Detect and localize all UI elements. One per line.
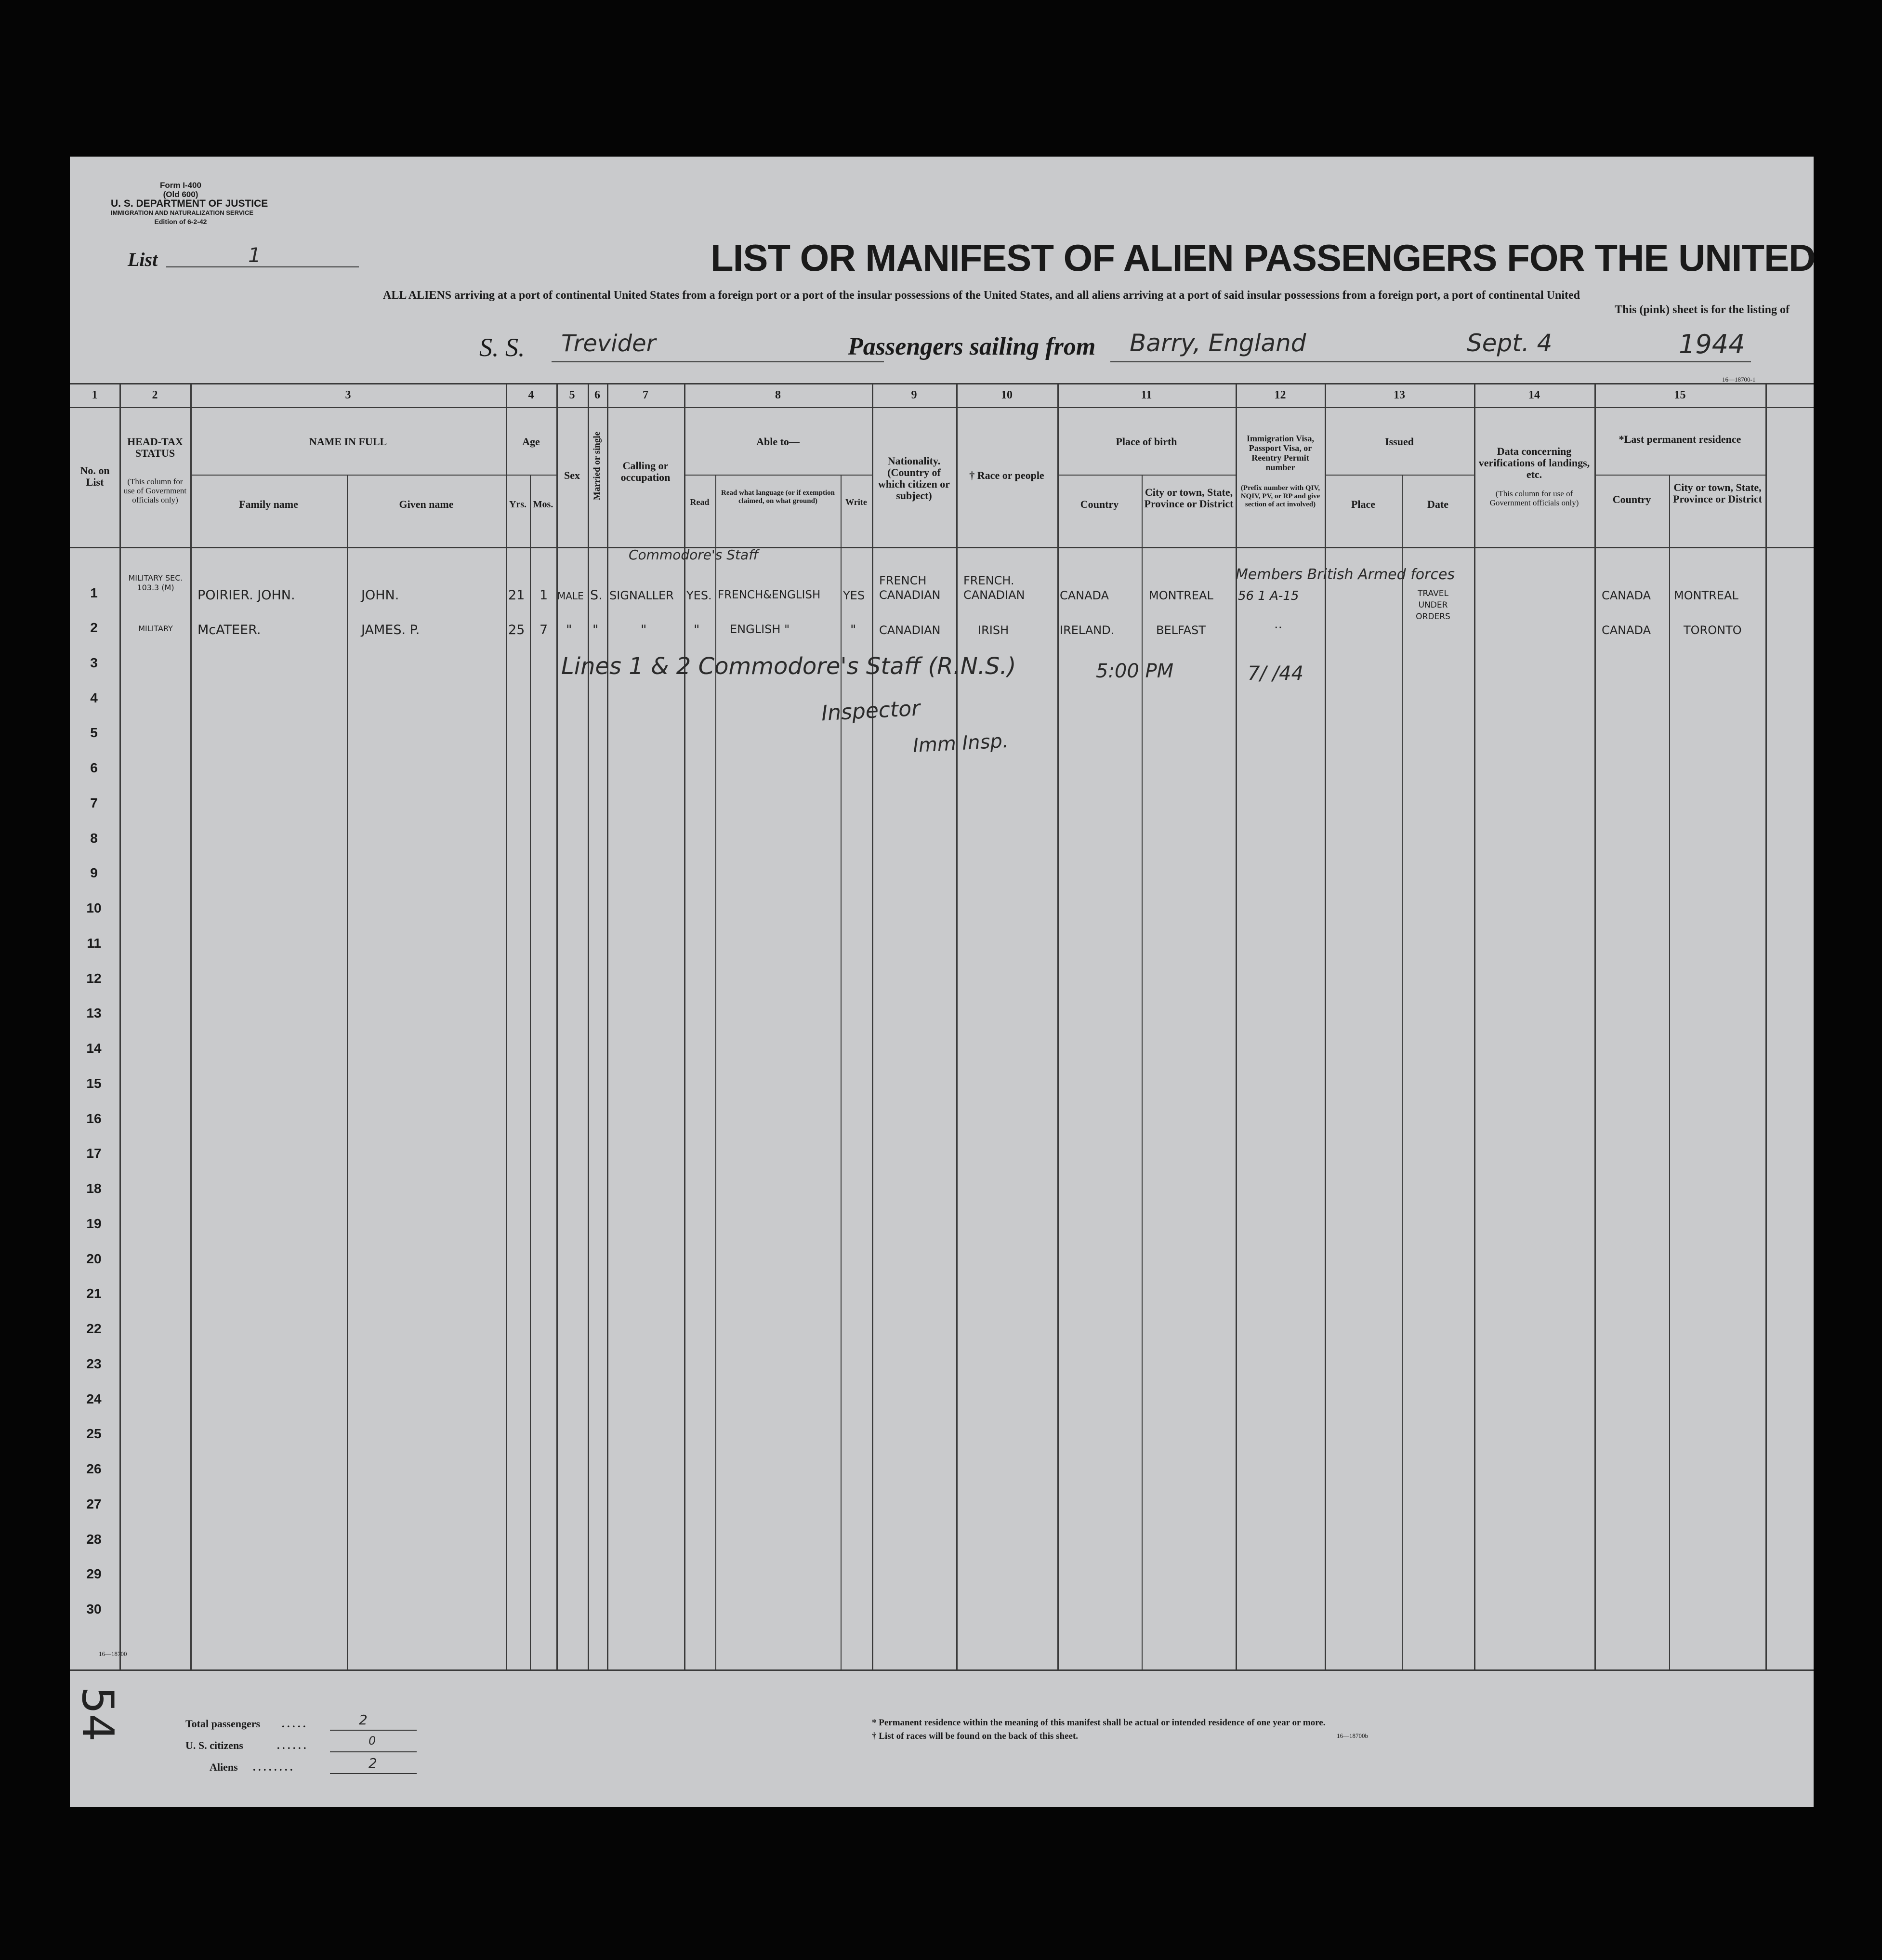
row2-nationality: CANADIAN [879,623,941,637]
total-passengers-value: 2 [359,1712,368,1728]
colnum: 9 [911,389,917,401]
header-birth-country: Country [1080,498,1119,510]
form-old: (Old 600) [163,190,198,199]
manifest-title: LIST OR MANIFEST OF ALIEN PASSENGERS FOR THE UNITED [711,237,1816,279]
col-rule [347,475,348,1669]
col-rule [607,383,608,1669]
row2-visa: .. [1274,617,1283,632]
col-rule [872,383,873,1669]
header-able-to: Able to— [756,436,800,448]
annotation-time: 5:00 PM [1096,660,1174,682]
col-rule [1765,383,1767,1669]
us-citizens-label: U. S. citizens [185,1739,243,1751]
row-number: 14 [86,1041,102,1056]
form-id-block [111,181,268,226]
row2-read: " [694,622,700,637]
row2-res-country: CANADA [1602,623,1651,637]
colnum: 8 [775,389,781,401]
row1-mos: 1 [540,588,548,603]
row-number: 25 [86,1426,102,1441]
row-number: 1 [90,585,98,600]
form-service: IMMIGRATION AND NATURALIZATION SERVICE [111,209,254,216]
subtitle-line2: This (pink) sheet is for the listing of [1615,304,1790,316]
footnote-races: † List of races will be found on the back of this sheet. [872,1731,1079,1741]
colnum: 3 [345,389,351,401]
header-family-name: Family name [239,498,298,510]
row-number: 7 [90,795,98,810]
row-number: 5 [90,725,98,740]
row2-language: ENGLISH " [730,622,790,636]
row-number: 24 [86,1391,102,1406]
row1-res-country: CANADA [1602,589,1651,602]
col-rule [956,383,958,1669]
col-rule [1142,475,1143,1669]
row-number: 21 [86,1286,102,1301]
row-number: 9 [90,865,98,880]
header-data-note: (This column for use of Government officials only) [1489,489,1579,507]
header-bottom-rule [70,547,1814,548]
row1-res-city: MONTREAL [1674,589,1738,602]
header-sex: Sex [564,469,580,481]
row1-nationality: FRENCH CANADIAN [879,574,941,602]
form-code-left: 16—18700 [99,1650,127,1657]
header-married: Married or single [592,431,602,501]
annotation-date-stamp: 7/ /44 [1248,662,1304,685]
header-last-residence: *Last permanent residence [1619,433,1741,445]
colnum: 15 [1674,389,1686,401]
row-number: 30 [86,1602,102,1616]
ship-name: Trevider [561,330,656,357]
col-rule [530,475,531,1669]
row-number: 16 [86,1111,102,1126]
sailing-label: Passengers sailing from [848,333,1096,360]
header-calling: Calling or occupation [620,460,671,483]
colnum: 1 [92,389,98,401]
sailing-year: 1944 [1679,329,1745,359]
total-passengers-label: Total passengers [185,1718,261,1730]
residence-subrule [1594,475,1765,476]
col-rule [556,383,558,1669]
col-rule [1594,383,1596,1669]
row1-headtax: MILITARY SEC. 103.3 (M) [128,573,183,592]
row-number: 8 [90,831,98,846]
header-issued-date: Date [1427,498,1448,510]
subtitle-line1: ALL ALIENS arriving at a port of continental United States from a foreign port or a port of the insular possessions of the United States, and all aliens arriving at a port of said insular possessions from a foreign port, a port of continental United [383,289,1580,302]
col-rule [119,383,121,1669]
form-number: Form I-400 [160,181,201,190]
total-passengers-dots: . . . . . [282,1718,306,1730]
able-subrule [684,475,872,476]
row1-write: YES [843,589,865,602]
manifest-sheet [70,157,1814,1807]
header-given-name: Given name [399,498,454,510]
row2-race: IRISH [978,623,1009,637]
row-number: 20 [86,1251,102,1266]
birth-subrule [1057,475,1236,476]
header-read: Read [690,497,710,507]
us-citizens-value: 0 [369,1734,376,1748]
row-number: 13 [86,1006,102,1020]
form-code-top: 16—18700-1 [1722,376,1756,383]
header-place-of-birth: Place of birth [1116,436,1177,448]
row1-occupation: SIGNALLER [609,589,674,602]
aliens-value: 2 [369,1755,377,1771]
colnum: 13 [1394,389,1405,401]
header-age: Age [522,436,540,448]
header-nationality: Nationality. (Country of which citizen or subject) [878,455,950,502]
ship-underline [552,361,884,362]
header-res-city: City or town, State, Province or District [1673,481,1762,505]
col-rule [506,383,507,1669]
row-number: 10 [86,901,102,915]
sailing-underline [1110,361,1751,362]
row2-yrs: 25 [508,622,525,637]
row-number: 18 [86,1181,102,1196]
header-race: † Race or people [969,469,1044,481]
row2-given: JAMES. P. [361,622,420,637]
annotation-lines-1-2: Lines 1 & 2 Commodore's Staff (R.N.S.) [561,653,1016,680]
age-subrule [506,475,556,476]
list-value: 1 [248,243,261,267]
header-res-country: Country [1612,493,1651,505]
inspector-title-signature: Imm Insp. [912,729,1009,757]
header-data-concerning: Data concerning verifications of landings, etc. [1478,445,1590,480]
row2-sex: " [566,622,572,637]
row2-write: " [850,622,856,637]
row-number: 11 [87,936,101,951]
row2-res-city: TORONTO [1684,623,1742,637]
col-rule [1057,383,1059,1669]
row-number: 15 [86,1076,102,1091]
row2-birth-country: IRELAND. [1060,623,1115,637]
row-number: 19 [86,1216,102,1231]
header-head-tax: HEAD-TAX STATUS [127,436,183,459]
row1-read: YES. [686,589,712,602]
aliens-line [330,1773,417,1774]
inspector-signature: Inspector [820,696,921,726]
header-read-language: Read what language (or if exemption claimed, on what ground) [721,489,835,505]
footnote-residence: * Permanent residence within the meaning of this manifest shall be actual or intended residence of one year or more. [872,1718,1326,1728]
colnum-rule [70,407,1814,408]
row-number: 2 [90,620,98,635]
row1-visa: 56 1 A-15 [1238,589,1299,603]
row1-marital: S. [590,588,603,603]
issued-subrule [1325,475,1474,476]
row2-mos: 7 [540,622,548,637]
col-rule [1402,475,1403,1669]
header-visa: Immigration Visa, Passport Visa, or Reentry Permit number [1246,434,1314,472]
aliens-label: Aliens [210,1761,238,1773]
table-bottom-rule [70,1669,1814,1671]
row1-yrs: 21 [508,588,525,603]
margin-number: 54 [72,1686,123,1742]
row1-given: JOHN. [361,588,399,603]
row-number: 3 [90,655,98,670]
annotation-travel: TRAVEL UNDER ORDERS [1416,589,1450,622]
table-top-rule [70,383,1814,384]
ship-label: S. S. [479,333,525,362]
form-edition: Edition of 6-2-42 [154,218,207,225]
colnum: 7 [643,389,648,401]
total-passengers-line [330,1730,417,1731]
annotation-commodore-top: Commodore's Staff [629,547,759,563]
colnum: 6 [594,389,600,401]
header-visa-note: (Prefix number with QIV, NQIV, PV, or RP and give section of act involved) [1240,484,1320,508]
colnum: 5 [569,389,575,401]
header-no-on-list: No. on List [80,464,110,488]
header-mos: Mos. [533,499,553,510]
row1-race: FRENCH. CANADIAN [963,574,1025,602]
colnum: 10 [1001,389,1013,401]
row-number: 26 [86,1461,102,1476]
sailing-date: Sept. 4 [1467,329,1553,357]
name-subrule [190,475,506,476]
colnum: 11 [1141,389,1152,401]
list-label: List [128,249,158,270]
row2-birth-city: BELFAST [1156,623,1206,637]
form-code-bottom: 16—18700b [1337,1732,1368,1739]
col-rule [1669,475,1670,1669]
row-number: 27 [86,1496,102,1511]
header-birth-city: City or town, State, Province or District [1144,486,1234,510]
aliens-dots: . . . . . . . . [253,1761,293,1773]
header-issued-place: Place [1351,498,1376,510]
col-rule [684,383,685,1669]
list-underline [166,266,359,267]
row1-birth-city: MONTREAL [1149,589,1213,602]
us-citizens-line [330,1751,417,1752]
us-citizens-dots: . . . . . . [277,1739,306,1751]
row-number: 23 [86,1356,102,1371]
col-rule [190,383,192,1669]
form-department: U. S. DEPARTMENT OF JUSTICE [111,198,268,209]
row1-language: FRENCH&ENGLISH [718,589,821,601]
row-number: 22 [86,1321,102,1336]
row-number: 29 [86,1566,102,1581]
annotation-members: Members British Armed forces [1236,566,1455,583]
col-rule [1474,383,1475,1669]
row-number: 4 [90,690,98,705]
row1-sex: MALE [557,590,584,602]
row2-headtax: MILITARY [138,624,173,633]
colnum: 14 [1528,389,1540,401]
row-number: 17 [86,1146,102,1161]
header-issued: Issued [1385,436,1414,448]
row1-birth-country: CANADA [1060,589,1109,602]
header-head-tax-note: (This column for use of Government officials only) [123,477,187,504]
row1-family: POIRIER. JOHN. [197,588,295,603]
colnum: 2 [152,389,158,401]
colnum: 12 [1274,389,1286,401]
header-write: Write [845,497,867,507]
colnum: 4 [528,389,534,401]
header-name-in-full: NAME IN FULL [309,436,387,448]
row2-family: McATEER. [197,622,261,637]
row-number: 12 [86,971,102,986]
row2-marital: " [592,622,599,637]
sailing-from: Barry, England [1130,329,1306,357]
header-yrs: Yrs. [509,499,527,510]
row-number: 28 [86,1532,102,1547]
col-rule [588,383,589,1669]
row-number: 6 [90,760,98,775]
row2-occupation: " [641,622,647,637]
